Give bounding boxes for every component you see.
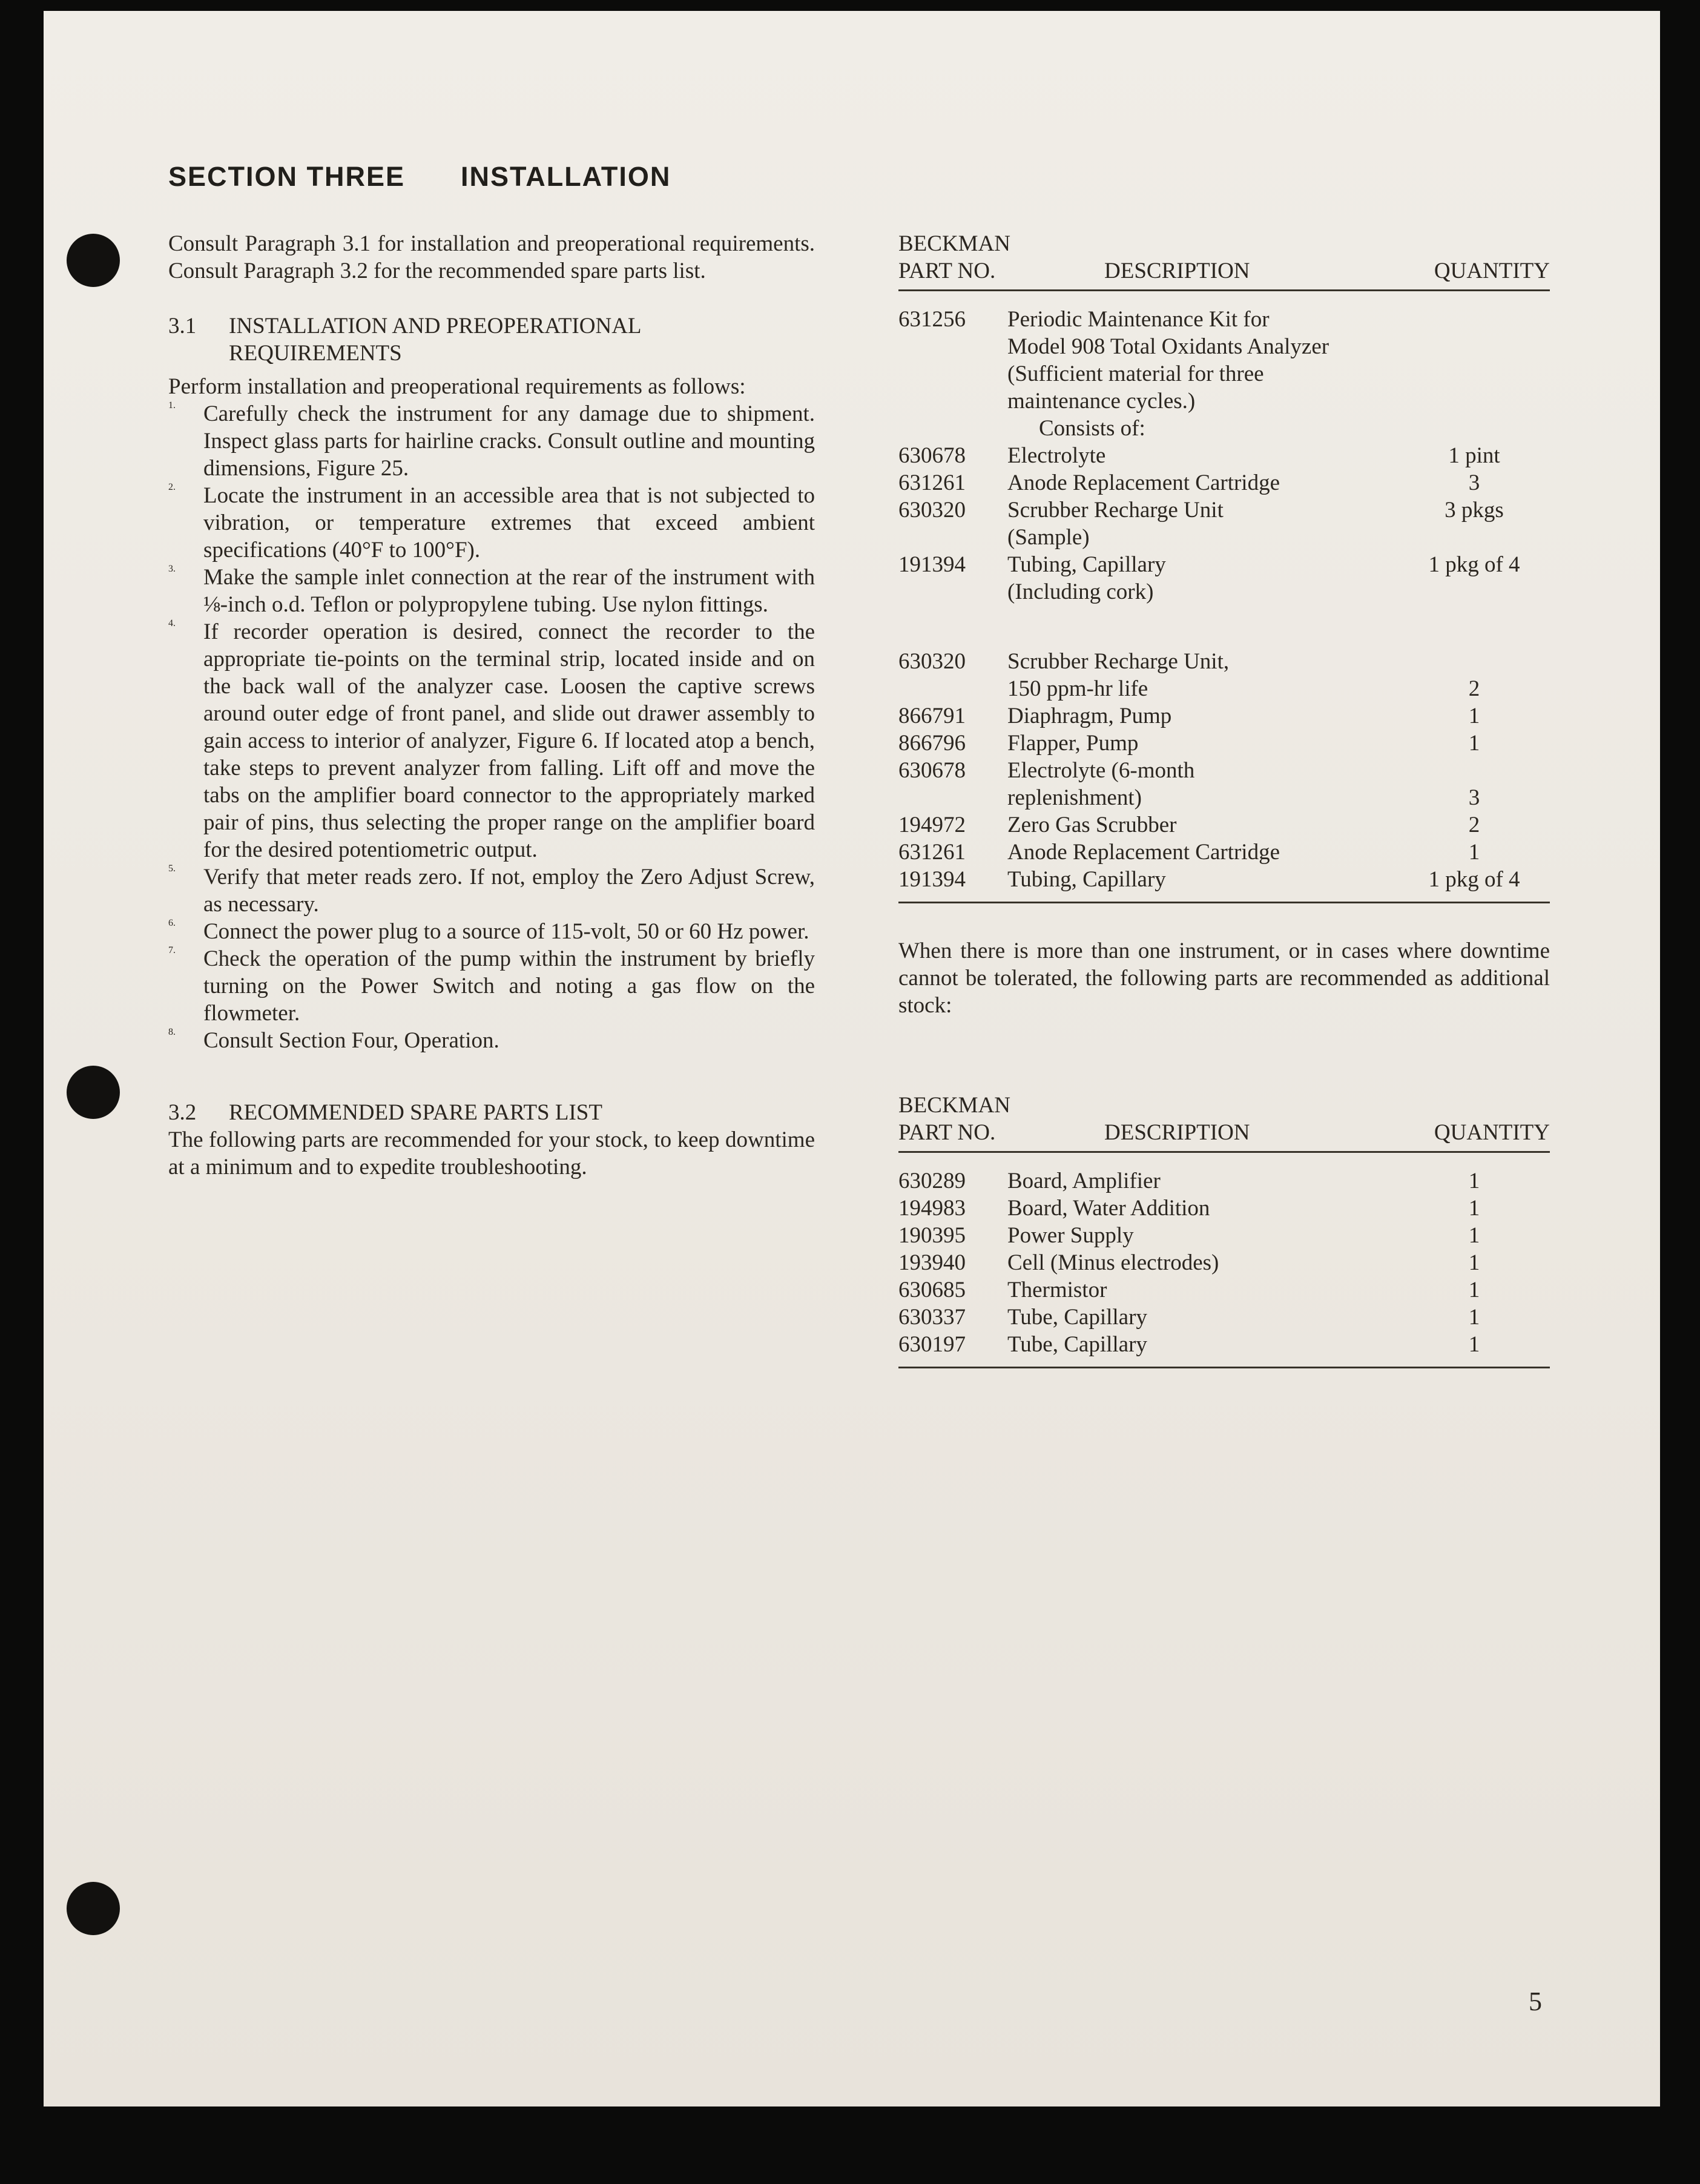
list-item-text: Locate the instrument in an accessible area that is not subjected to vibration, or temperature extremes that exceed ambient specifications (40°F to 100°F). [203,483,815,562]
part-number-cell: 194972 [898,813,966,837]
description-text: Tubing, Capillary [1007,867,1166,892]
description-text: (Sufficient material for three [1007,361,1264,386]
heading-3-1-title: INSTALLATION AND PREOPERATIONAL REQUIREMENTS [229,314,641,366]
description-text: Electrolyte (6-month [1007,758,1195,783]
table-row [898,306,1550,442]
description-cell [1007,1276,1550,1304]
list-item [168,1027,815,1054]
table-row-line [1007,415,1550,442]
quantity-cell: 1 [1468,1332,1480,1357]
heading-3-2-number: 3.2 [168,1100,197,1125]
column-header-part-no: PART NO. [898,259,996,283]
quantity-cell: 1 pint [1448,443,1500,468]
description-cell [1007,469,1550,497]
section-title-left: SECTION THREE [168,161,406,192]
table-row-line [1007,1167,1550,1195]
table-row-line [1007,811,1550,839]
table-row-line [1007,784,1550,811]
part-number-cell: 866796 [898,731,966,756]
heading-3-2 [168,1099,815,1126]
right-column [898,230,1550,1368]
table-row [898,866,1550,893]
description-cell [1007,757,1550,811]
list-item [168,945,815,1027]
description-cell [1007,1249,1550,1276]
column-header-quantity: QUANTITY [1434,259,1550,283]
list-item [168,482,815,564]
description-text: Diaphragm, Pump [1007,704,1172,728]
list-item-text: Carefully check the instrument for any damage due to shipment. Inspect glass parts for hairline cracks. Consult outline and mounting dimensions, Figure 25. [203,401,815,481]
table-row-line [1007,702,1550,730]
description-text: Tubing, Capillary [1007,552,1166,577]
description-text: Board, Amplifier [1007,1169,1161,1193]
part-number-cell: 191394 [898,867,966,892]
table-row [898,702,1550,730]
quantity-cell [1399,306,1550,333]
description-cell [1007,1304,1550,1331]
part-number-cell: 190395 [898,1223,966,1248]
table-row-line [1007,388,1550,415]
parts-table-2 [898,1092,1550,1368]
table-row-line [1007,442,1550,469]
install-steps [168,400,815,1054]
left-column [168,230,815,1368]
table-row [898,1222,1550,1249]
section-3-1-lead: Perform installation and preoperational requirements as follows: [168,374,746,399]
list-item-text: Connect the power plug to a source of 115-volt, 50 or 60 Hz power. [203,919,809,944]
table-row-line [1007,1331,1550,1358]
description-text: maintenance cycles.) [1007,389,1196,414]
quantity-cell: 1 [1468,1305,1480,1330]
table-row-line [1007,1195,1550,1222]
table-row [898,497,1550,551]
part-number-cell: 194983 [898,1196,966,1221]
description-cell [1007,1331,1550,1358]
table-row [898,1304,1550,1331]
list-item-text: Verify that meter reads zero. If not, employ the Zero Adjust Screw, as necessary. [203,865,815,917]
description-cell [1007,1195,1550,1222]
section-title [168,161,1550,193]
description-cell [1007,866,1550,893]
description-cell [1007,839,1550,866]
description-text: Zero Gas Scrubber [1007,813,1177,837]
table-row-line [1007,1222,1550,1249]
table-2-column-headers [898,1119,1550,1153]
quantity-cell [1399,757,1550,784]
page-content [168,161,1550,1368]
list-item-number: 7. [168,945,176,955]
list-item-number: 3. [168,564,176,574]
punch-hole [67,1066,120,1119]
section-3-2-body: The following parts are recommended for your stock, to keep downtime at a minimum and to expedite troubleshooting. [168,1127,815,1179]
description-cell [1007,730,1550,757]
quantity-cell: 2 [1468,813,1480,837]
part-number-cell: 631261 [898,470,966,495]
description-text: (Sample) [1007,525,1090,550]
table-row-line [1007,360,1550,388]
table-row-line [1007,839,1550,866]
description-text: Periodic Maintenance Kit for [1007,307,1270,332]
table-row [898,1249,1550,1276]
table-row [898,1195,1550,1222]
part-number-cell: 630685 [898,1278,966,1302]
description-text: Consists of: [1039,416,1145,441]
quantity-cell [1399,333,1550,360]
quantity-cell: 3 pkgs [1445,498,1504,523]
description-cell [1007,497,1550,551]
table-row [898,1331,1550,1358]
description-text: Power Supply [1007,1223,1134,1248]
parts-table-1 [898,230,1550,903]
quantity-cell: 3 [1468,470,1480,495]
description-cell [1007,1167,1550,1195]
column-header-description: DESCRIPTION [1104,259,1250,283]
description-text: Anode Replacement Cartridge [1007,840,1280,865]
part-number-cell: 630320 [898,498,966,523]
quantity-cell: 1 pkg of 4 [1428,867,1520,892]
quantity-cell [1399,360,1550,388]
column-header-description: DESCRIPTION [1104,1120,1250,1145]
table-row-line [1007,757,1550,784]
table-row-line [1007,675,1550,702]
quantity-cell [1399,648,1550,675]
description-cell [1007,702,1550,730]
quantity-cell [1399,415,1550,442]
description-text: Model 908 Total Oxidants Analyzer [1007,334,1329,359]
parts-table-2-body [898,1153,1550,1368]
part-number-cell: 630289 [898,1169,966,1193]
section-title-right: INSTALLATION [461,161,671,192]
list-item [168,564,815,618]
list-item-number: 5. [168,863,176,874]
description-cell [1007,551,1550,605]
table-row-line [1007,551,1550,578]
part-number-cell: 631261 [898,840,966,865]
table-row-line [1007,866,1550,893]
list-item-text: Make the sample inlet connection at the rear of the instrument with ⅛-inch o.d. Teflon or polypropylene tubing. Use nylon fittings. [203,565,815,617]
description-cell [1007,306,1550,442]
quantity-cell: 1 [1468,1278,1480,1302]
table-row [898,839,1550,866]
description-text: Board, Water Addition [1007,1196,1210,1221]
description-text: Flapper, Pump [1007,731,1139,756]
punch-hole [67,1882,120,1935]
list-item-number: 4. [168,618,176,628]
description-text: Scrubber Recharge Unit [1007,498,1224,523]
table-row-line [1007,730,1550,757]
quantity-cell: 1 pkg of 4 [1428,552,1520,577]
description-text: 150 ppm-hr life [1007,676,1148,701]
list-item [168,618,815,863]
list-item [168,918,815,945]
table-row [898,1167,1550,1195]
list-item [168,400,815,482]
quantity-cell [1399,578,1550,605]
list-item-number: 6. [168,918,176,928]
list-item [168,863,815,918]
description-cell [1007,648,1550,702]
list-item-text: Consult Section Four, Operation. [203,1028,499,1053]
list-item-number: 2. [168,482,176,492]
part-number-cell: 631256 [898,307,966,332]
table-row [898,442,1550,469]
part-number-cell: 191394 [898,552,966,577]
table-row-line [1007,333,1550,360]
list-item-number: 8. [168,1027,176,1037]
part-number-cell: 193940 [898,1250,966,1275]
table-row-line [1007,469,1550,497]
part-number-cell: 630678 [898,443,966,468]
description-text: Tube, Capillary [1007,1332,1147,1357]
intro-paragraph: Consult Paragraph 3.1 for installation and preoperational requirements. Consult Paragraph 3.2 for the recommended spare parts list. [168,231,815,283]
table-row [898,648,1550,702]
part-number-cell: 866791 [898,704,966,728]
quantity-cell: 1 [1468,1169,1480,1193]
description-cell [1007,811,1550,839]
table-row-line [1007,648,1550,675]
column-header-part-no: PART NO. [898,1120,996,1145]
list-item-number: 1. [168,400,176,411]
two-column-layout [168,230,1550,1368]
quantity-cell [1399,524,1550,551]
heading-3-1 [168,312,815,367]
table-row-line [1007,1304,1550,1331]
parts-table-1-body [898,291,1550,903]
description-text: Thermistor [1007,1278,1107,1302]
paper-sheet [44,11,1660,2106]
page-number: 5 [1529,1987,1542,2016]
quantity-cell: 1 [1468,1223,1480,1248]
heading-3-2-title: RECOMMENDED SPARE PARTS LIST [229,1100,602,1125]
description-text: Electrolyte [1007,443,1106,468]
description-cell [1007,1222,1550,1249]
description-text: (Including cork) [1007,579,1154,604]
list-item-text: If recorder operation is desired, connect the recorder to the appropriate tie-points on the terminal strip, located inside and on the back wall of the analyzer case. Loosen the captive screws around outer edge of front panel, and slide out drawer assembly to gain access to interior of analyzer, Figure 6. If located atop a bench, take steps to prevent analyzer from falling. Lift off and move the tabs on the amplifier board connector to the appropriately marked pair of pins, thus selecting the proper range on the amplifier board for the desired potentiometric output. [203,619,815,862]
description-text: replenishment) [1007,785,1142,810]
part-number-cell: 630320 [898,649,966,674]
table-row-line [1007,497,1550,524]
table-row [898,757,1550,811]
description-text: Tube, Capillary [1007,1305,1147,1330]
description-text: Cell (Minus electrodes) [1007,1250,1219,1275]
table-row [898,730,1550,757]
punch-hole [67,234,120,287]
description-cell [1007,442,1550,469]
quantity-cell: 1 [1468,840,1480,865]
table-row [898,469,1550,497]
table-row [898,551,1550,605]
quantity-cell: 1 [1468,704,1480,728]
description-text: Anode Replacement Cartridge [1007,470,1280,495]
table-row [898,811,1550,839]
additional-stock-paragraph: When there is more than one instrument, or in cases where downtime cannot be tolerated, the following parts are recommended as additional stock: [898,939,1550,1018]
table-row-line [1007,524,1550,551]
heading-3-1-number: 3.1 [168,314,197,338]
quantity-cell: 1 [1468,1250,1480,1275]
part-number-cell: 630337 [898,1305,966,1330]
table-row-line [1007,1249,1550,1276]
quantity-cell: 3 [1468,785,1480,810]
part-number-cell: 630678 [898,758,966,783]
part-number-cell: 630197 [898,1332,966,1357]
quantity-cell: 1 [1468,1196,1480,1221]
description-text: Scrubber Recharge Unit, [1007,649,1230,674]
quantity-cell: 2 [1468,676,1480,701]
table-row [898,1276,1550,1304]
table-2-brand-header: BECKMAN [898,1093,1011,1118]
quantity-cell [1399,388,1550,415]
list-item-text: Check the operation of the pump within the instrument by briefly turning on the Power Switch and noting a gas flow on the flowmeter. [203,946,815,1026]
table-row-line [1007,1276,1550,1304]
quantity-cell: 1 [1468,731,1480,756]
table-1-brand-header: BECKMAN [898,231,1011,256]
table-row-line [1007,578,1550,605]
table-row-line [1007,306,1550,333]
column-header-quantity: QUANTITY [1434,1120,1550,1145]
table-1-column-headers [898,257,1550,291]
